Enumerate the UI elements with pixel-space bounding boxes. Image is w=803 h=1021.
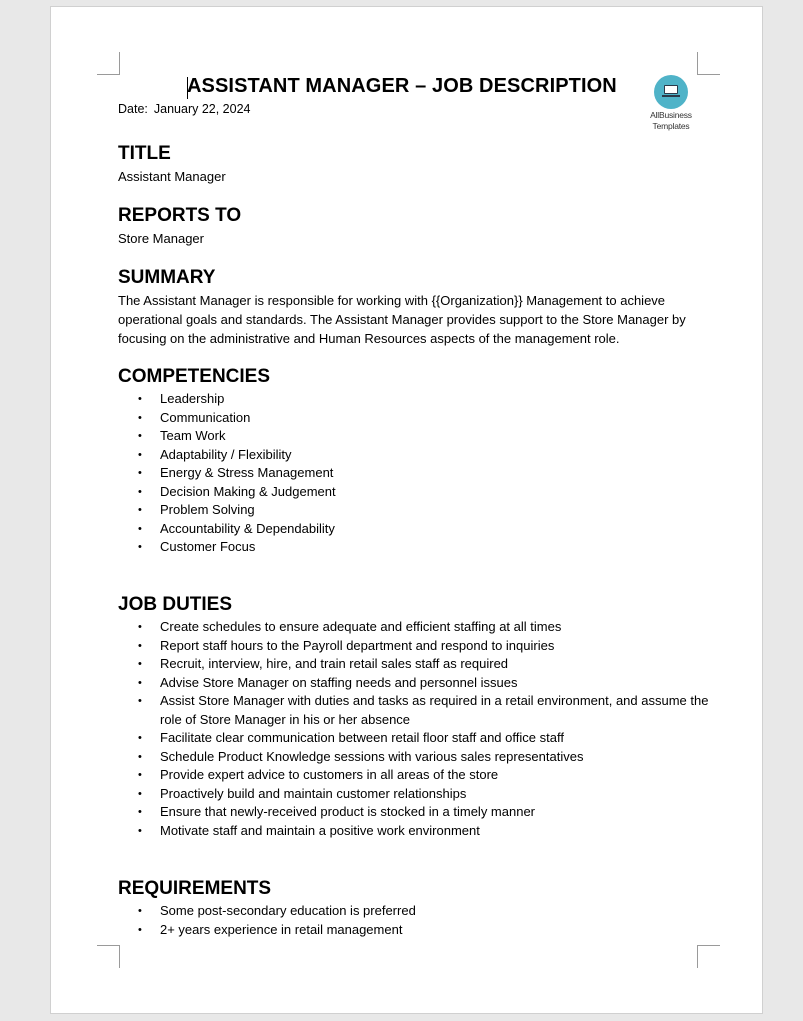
list-item: • Advise Store Manager on staffing needs and personnel issues: [118, 674, 718, 693]
date-value: January 22, 2024: [153, 102, 251, 116]
list-item: • Recruit, interview, hire, and train retail sales staff as required: [118, 655, 718, 674]
section-heading: REPORTS TO: [118, 205, 242, 226]
list-item: • Ensure that newly-received product is stocked in a timely manner: [118, 803, 718, 822]
crop-mark-bottom-left: [97, 945, 120, 968]
list-item: • Problem Solving: [118, 501, 718, 520]
logo-text-line1: AllBusiness: [650, 110, 692, 120]
document-title[interactable]: ASSISTANT MANAGER – JOB DESCRIPTION: [187, 75, 617, 97]
list-item: • Facilitate clear communication between retail floor staff and office staff: [118, 729, 718, 748]
list-item: • Leadership: [118, 390, 718, 409]
section-body: The Assistant Manager is responsible for working with {{Organization}} Management to achieve operational goals and standards. The Assistant Manager provides support to the Store Manager by focusing on the administrative and Human Resources aspects of the management role.: [118, 293, 686, 346]
list-item: • Team Work: [118, 427, 718, 446]
list-item: • Create schedules to ensure adequate and efficient staffing at all times: [118, 618, 718, 637]
section-body: Store Manager: [118, 231, 204, 246]
section-heading: COMPETENCIES: [118, 366, 271, 387]
section-reports-to: [118, 205, 718, 248]
section-body: Assistant Manager: [118, 169, 226, 184]
section-heading: JOB DUTIES: [118, 594, 233, 615]
date-line[interactable]: [118, 102, 251, 116]
logo-text-line2: Templates: [652, 121, 690, 131]
bullet-list: [118, 902, 718, 939]
list-item: • Proactively build and maintain customer relationships: [118, 785, 718, 804]
bullet-list: [118, 390, 718, 557]
crop-mark-top-left: [97, 52, 120, 75]
list-item: • Decision Making & Judgement: [118, 483, 718, 502]
section-competencies: [118, 366, 718, 557]
list-item: • Provide expert advice to customers in all areas of the store: [118, 766, 718, 785]
list-item: • Schedule Product Knowledge sessions with various sales representatives: [118, 748, 718, 767]
document-page[interactable]: [50, 6, 763, 1014]
list-item: • Report staff hours to the Payroll department and respond to inquiries: [118, 637, 718, 656]
laptop-icon: [654, 75, 688, 109]
section-heading: TITLE: [118, 143, 171, 164]
list-item: • Energy & Stress Management: [118, 464, 718, 483]
section-title: [118, 143, 718, 186]
crop-mark-bottom-right: [697, 945, 720, 968]
section-job-duties: [118, 594, 718, 840]
crop-mark-top-right: [697, 52, 720, 75]
list-item: • Adaptability / Flexibility: [118, 446, 718, 465]
list-item: • Accountability & Dependability: [118, 520, 718, 539]
list-item: • 2+ years experience in retail management: [118, 921, 718, 940]
company-logo: [645, 75, 697, 131]
bullet-list: [118, 618, 718, 840]
list-item: • Customer Focus: [118, 538, 718, 557]
section-requirements: [118, 878, 718, 939]
section-heading: REQUIREMENTS: [118, 878, 272, 899]
list-item: • Communication: [118, 409, 718, 428]
section-heading: SUMMARY: [118, 267, 216, 288]
date-label: Date:: [118, 102, 148, 116]
list-item: • Some post-secondary education is preferred: [118, 902, 718, 921]
list-item: • Assist Store Manager with duties and tasks as required in a retail environment, and assume the role of Store Manager in his or her absence: [118, 692, 718, 729]
section-summary: [118, 267, 718, 348]
list-item: • Motivate staff and maintain a positive work environment: [118, 822, 718, 841]
